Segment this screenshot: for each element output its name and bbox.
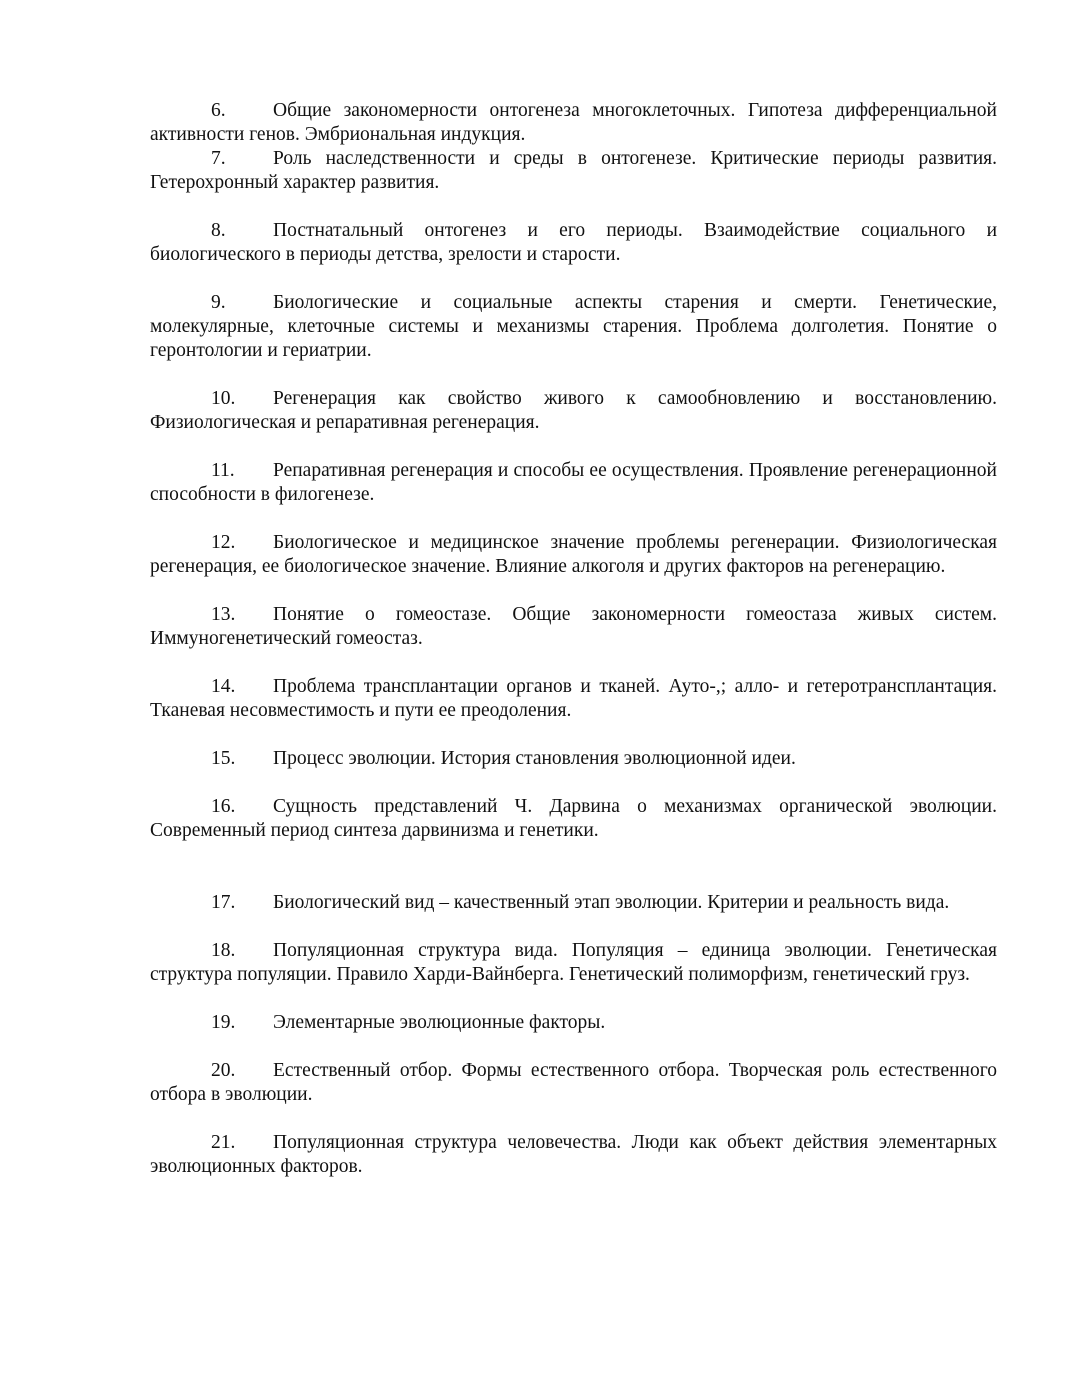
question-list: [150, 99, 997, 1179]
list-item: [150, 795, 997, 843]
item-number: 15.: [211, 748, 236, 769]
item-number: 12.: [211, 532, 236, 553]
list-item: [150, 1131, 997, 1179]
list-item: [150, 291, 997, 363]
item-text: Биологический вид – качественный этап эволюции. Критерии и реальность вида.: [273, 892, 950, 913]
item-number: 10.: [211, 388, 236, 409]
item-text: Элементарные эволюционные факторы.: [273, 1012, 606, 1033]
item-text: Роль наследственности и среды в онтогенезе. Критические периоды развития. Гетерохронный характер развития.: [150, 148, 997, 193]
list-item: [150, 99, 997, 147]
item-number: 18.: [211, 940, 236, 961]
item-number: 11.: [211, 460, 235, 481]
list-item: [150, 1011, 997, 1035]
item-text: Понятие о гомеостазе. Общие закономерности гомеостаза живых систем. Иммуногенетический гомеостаз.: [150, 604, 997, 649]
item-number: 6.: [211, 100, 226, 121]
list-item: [150, 891, 997, 915]
item-text: Популяционная структура вида. Популяция – единица эволюции. Генетическая структура популяции. Правило Харди-Вайнберга. Генетический полиморфизм, генетический груз.: [150, 940, 997, 985]
list-item: [150, 387, 997, 435]
list-item: [150, 675, 997, 723]
list-item: [150, 939, 997, 987]
item-number: 16.: [211, 796, 236, 817]
item-text: Репаративная регенерация и способы ее осуществления. Проявление регенерационной способности в филогенезе.: [150, 460, 997, 505]
item-number: 7.: [211, 148, 226, 169]
item-text: Процесс эволюции. История становления эволюционной идеи.: [273, 748, 796, 769]
item-text: Биологическое и медицинское значение проблемы регенерации. Физиологическая регенерация, ее биологическое значение. Влияние алкоголя и других факторов на регенерацию.: [150, 532, 997, 577]
list-item: [150, 531, 997, 579]
item-text: Популяционная структура человечества. Люди как объект действия элементарных эволюционных факторов.: [150, 1132, 997, 1177]
item-text: Регенерация как свойство живого к самообновлению и восстановлению. Физиологическая и репаративная регенерация.: [150, 388, 997, 433]
item-text: Проблема трансплантации органов и тканей. Ауто-,; алло- и гетеротрансплантация. Тканевая несовместимость и пути ее преодоления.: [150, 676, 997, 721]
item-number: 17.: [211, 892, 236, 913]
list-item: [150, 459, 997, 507]
item-text: Сущность представлений Ч. Дарвина о механизмах органической эволюции. Современный период синтеза дарвинизма и генетики.: [150, 796, 997, 841]
item-text: Естественный отбор. Формы естественного отбора. Творческая роль естественного отбора в эволюции.: [150, 1060, 997, 1105]
item-number: 14.: [211, 676, 236, 697]
item-text: Биологические и социальные аспекты старения и смерти. Генетические, молекулярные, клеточные системы и механизмы старения. Проблема долголетия. Понятие о геронтологии и гериатрии.: [150, 292, 997, 361]
item-number: 13.: [211, 604, 236, 625]
list-item: [150, 1059, 997, 1107]
list-item: [150, 747, 997, 771]
item-number: 21.: [211, 1132, 236, 1153]
item-number: 8.: [211, 220, 226, 241]
list-item: [150, 147, 997, 195]
item-number: 9.: [211, 292, 226, 313]
item-text: Постнатальный онтогенез и его периоды. Взаимодействие социального и биологического в периоды детства, зрелости и старости.: [150, 220, 997, 265]
item-number: 19.: [211, 1012, 236, 1033]
item-text: Общие закономерности онтогенеза многоклеточных. Гипотеза дифференциальной активности генов. Эмбриональная индукция.: [150, 100, 997, 145]
item-number: 20.: [211, 1060, 236, 1081]
list-item: [150, 219, 997, 267]
list-item: [150, 603, 997, 651]
